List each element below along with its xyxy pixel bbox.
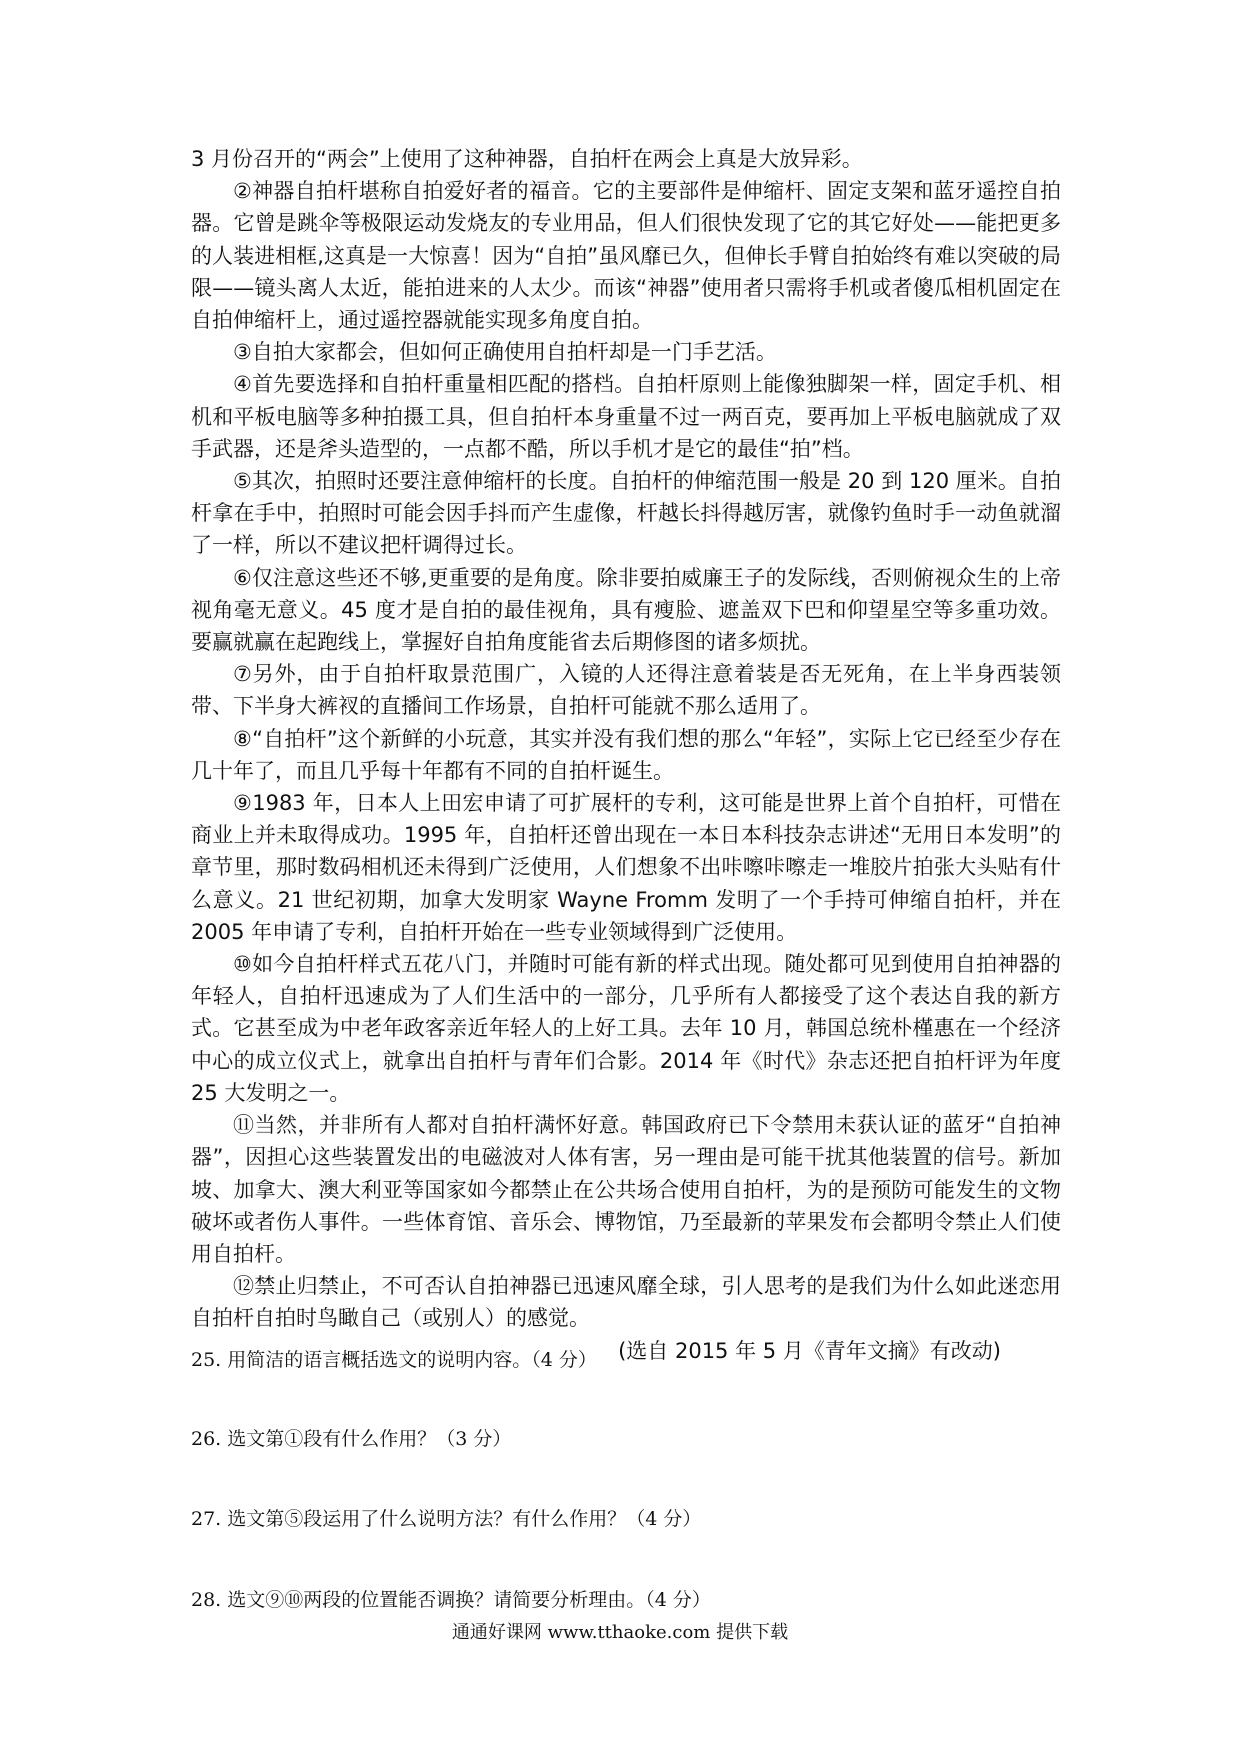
paragraph-12: ⑫禁止归禁止，不可否认自拍神器已迅速风靡全球，引人思考的是我们为什么如此迷恋用自拍杆自拍时鸟瞰自己（或别人）的感觉。 xyxy=(191,1274,1061,1331)
question-28: 28. 选文⑨⑩两段的位置能否调换？请简要分析理由。（4 分） xyxy=(191,1589,711,1611)
article-source: (选自 2015 年 5 月《青年文摘》有改动) xyxy=(618,1338,1001,1363)
question-27: 27. 选文第⑤段运用了什么说明方法？有什么作用？（4 分） xyxy=(191,1508,702,1530)
paragraph-10: ⑩如今自拍杆样式五花八门，并随时可能有新的样式出现。随处都可见到使用自拍神器的年轻人，自拍杆迅速成为了人们生活中的一部分，几乎所有人都接受了这个表达自我的新方式。它甚至成为中老年政客亲近年轻人的上好工具。去年 10 月，韩国总统朴槿惠在一个经济中心的成立仪式上，就拿出自拍杆与青年们合影。2014 年《时代》杂志还把自拍杆评为年度 25 大发明之一。 xyxy=(191,952,1061,1105)
paragraph-5: ⑤其次，拍照时还要注意伸缩杆的长度。自拍杆的伸缩范围一般是 20 到 120 厘米。自拍杆拿在手中，拍照时可能会因手抖而产生虚像，杆越长抖得越厉害，就像钓鱼时手一动鱼就溜了一样，所以不建议把杆调得过长。 xyxy=(191,469,1061,558)
paragraph-4: ④首先要选择和自拍杆重量相匹配的搭档。自拍杆原则上能像独脚架一样，固定手机、相机和平板电脑等多种拍摄工具，但自拍杆本身重量不过一两百克，要再加上平板电脑就成了双手武器，还是斧头造型的，一点都不酷，所以手机才是它的最佳“拍”档。 xyxy=(191,372,1061,461)
article-body xyxy=(191,143,1061,1367)
paragraph-3: ③自拍大家都会，但如何正确使用自拍杆却是一门手艺活。 xyxy=(233,340,777,365)
page-footer: 通通好课网 www.tthaoke.com 提供下载 xyxy=(451,1622,789,1643)
question-25: 25. 用简洁的语言概括选文的说明内容。（4 分） xyxy=(191,1349,597,1371)
paragraph-9: ⑨1983 年，日本人上田宏申请了可扩展杆的专利，这可能是世界上首个自拍杆，可惜在商业上并未取得成功。1995 年，自拍杆还曾出现在一本日本科技杂志讲述“无用日本发明”的章节里，那时数码相机还未得到广泛使用，人们想象不出咔嚓咔嚓走一堆胶片拍张大头贴有什么意义。21 世纪初期，加拿大发明家 Wayne Fromm 发明了一个手持可伸缩自拍杆，并在 2005 年申请了专利，自拍杆开始在一些专业领域得到广泛使用。 xyxy=(191,791,1061,944)
paragraph-11: ⑪当然，并非所有人都对自拍杆满怀好意。韩国政府已下令禁用未获认证的蓝牙“自拍神器”，因担心这些装置发出的电磁波对人体有害，另一理由是可能干扰其他装置的信号。新加坡、加拿大、澳大利亚等国家如今都禁止在公共场合使用自拍杆，为的是预防可能发生的文物破坏或者伤人事件。一些体育馆、音乐会、博物馆，乃至最新的苹果发布会都明令禁止人们使用自拍杆。 xyxy=(191,1113,1061,1266)
question-26: 26. 选文第①段有什么作用？（3 分） xyxy=(191,1428,512,1450)
paragraph-7: ⑦另外，由于自拍杆取景范围广，入镜的人还得注意着装是否无死角，在上半身西装领带、下半身大裤衩的直播间工作场景，自拍杆可能就不那么适用了。 xyxy=(191,662,1061,719)
paragraph-2: ②神器自拍杆堪称自拍爱好者的福音。它的主要部件是伸缩杆、固定支架和蓝牙遥控自拍器。它曾是跳伞等极限运动发烧友的专业用品，但人们很快发现了它的其它好处——能把更多的人装进相框,这真是一大惊喜！因为“自拍”虽风靡已久，但伸长手臂自拍始终有难以突破的局限——镜头离人太近，能拍进来的人太少。而该“神器”使用者只需将手机或者傻瓜相机固定在自拍伸缩杆上，通过遥控器就能实现多角度自拍。 xyxy=(191,179,1061,333)
paragraph-1-continued: 3 月份召开的“两会”上使用了这种神器，自拍杆在两会上真是大放异彩。 xyxy=(191,147,863,171)
paragraph-8: ⑧“自拍杆”这个新鲜的小玩意，其实并没有我们想的那么“年轻”，实际上它已经至少存在几十年了，而且几乎每十年都有不同的自拍杆诞生。 xyxy=(191,726,1061,783)
paragraph-6: ⑥仅注意这些还不够,更重要的是角度。除非要拍威廉王子的发际线，否则俯视众生的上帝视角毫无意义。45 度才是自拍的最佳视角，具有瘦脸、遮盖双下巴和仰望星空等多重功效。要赢就赢在起跑线上，掌握好自拍角度能省去后期修图的诸多烦扰。 xyxy=(191,565,1061,655)
